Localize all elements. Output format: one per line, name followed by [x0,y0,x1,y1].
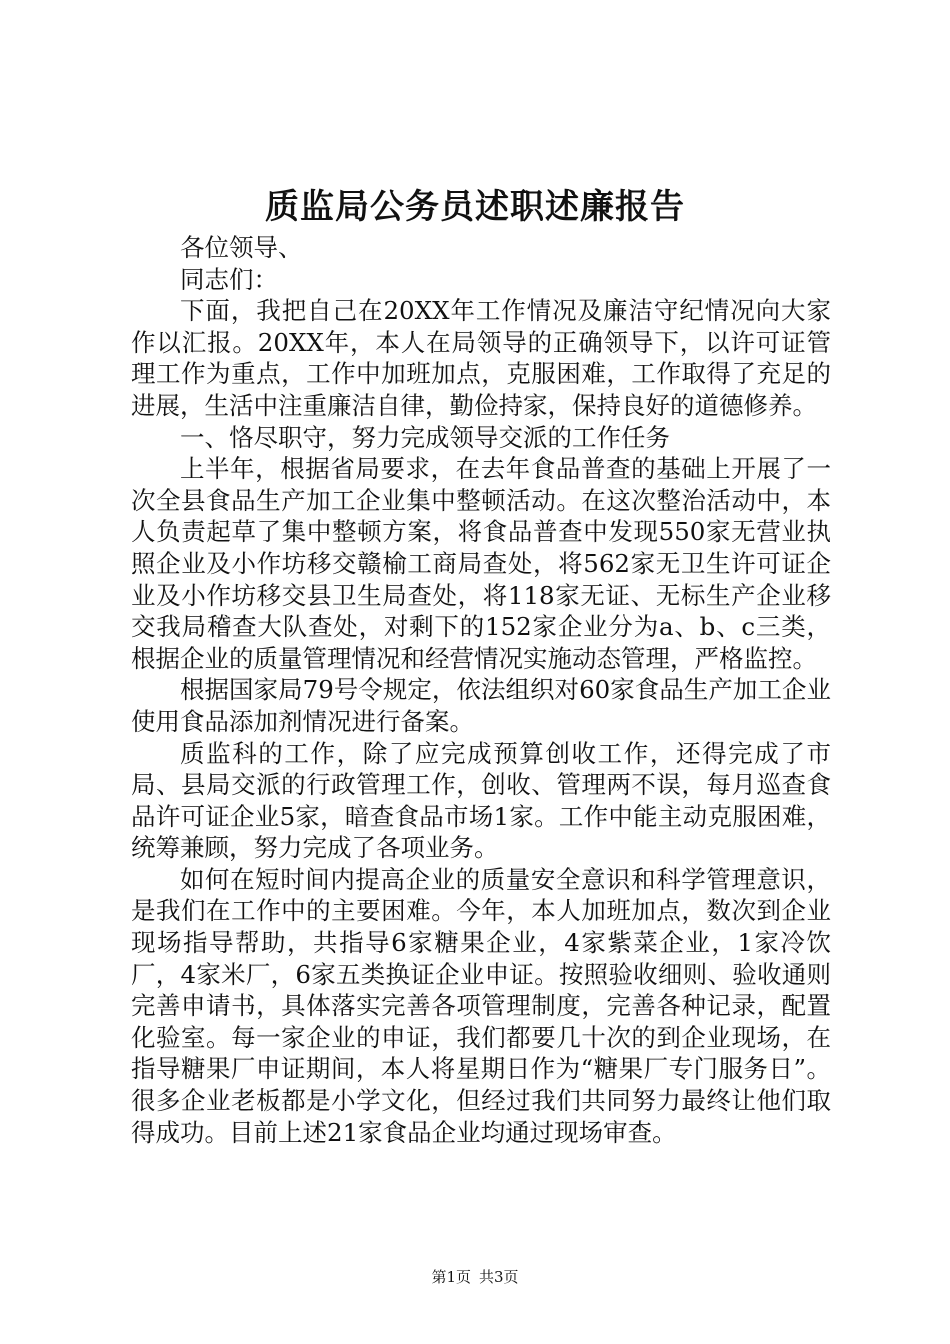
body-paragraph: 如何在短时间内提高企业的质量安全意识和科学管理意识，是我们在工作中的主要困难。今年，本人加班加点，数次到企业现场指导帮助，共指导6家糖果企业，4家紫菜企业，1家冷饮厂，4家米厂，6家五类换证企业申证。按照验收细则、验收通则完善申请书，具体落实完善各项管理制度，完善各种记录，配置化验室。每一家企业的申证，我们都要几十次的到企业现场，在指导糖果厂申证期间，本人将星期日作为“糖果厂专门服务日”。很多企业老板都是小学文化，但经过我们共同努力最终让他们取得成功。目前上述21家食品企业均通过现场审查。 [131,864,831,1147]
section-heading-1: 一、恪尽职守，努力完成领导交派的工作任务 [180,422,670,452]
body-paragraph: 上半年，根据省局要求，在去年食品普查的基础上开展了一次全县食品生产加工企业集中整顿活动。在这次整治活动中，本人负责起草了集中整顿方案，将食品普查中发现550家无营业执照企业及小作坊移交赣榆工商局查处，将562家无卫生许可证企业及小作坊移交县卫生局查处，将118家无证、无标生产企业移交我局稽查大队查处，对剩下的152家企业分为a、b、c三类，根据企业的质量管理情况和经营情况实施动态管理，严格监控。 [131,454,831,673]
document-title: 质监局公务员述职述廉报告 [265,187,685,227]
page-total: 共3页 [479,1268,519,1286]
page-number: 第1页 [431,1268,471,1286]
body-paragraph: 质监科的工作，除了应完成预算创收工作，还得完成了市局、县局交派的行政管理工作，创收、管理两不误，每月巡查食品许可证企业5家，暗查食品市场1家。工作中能主动克服困难，统筹兼顾，努力完成了各项业务。 [131,738,831,863]
salutation-line-2: 同志们： [180,264,278,294]
intro-paragraph: 下面，我把自己在20XX年工作情况及廉洁守纪情况向大家作以汇报。20XX年，本人在局领导的正确领导下，以许可证管理工作为重点，工作中加班加点，克服困难，工作取得了充足的进展，生活中注重廉洁自律，勤俭持家，保持良好的道德修养。 [131,296,831,420]
page-footer [0,1267,950,1287]
salutation-line-1: 各位领导、 [180,233,303,262]
body-paragraph: 根据国家局79号令规定，依法组织对60家食品生产加工企业使用食品添加剂情况进行备案。 [131,675,831,736]
document-body [131,232,831,1148]
